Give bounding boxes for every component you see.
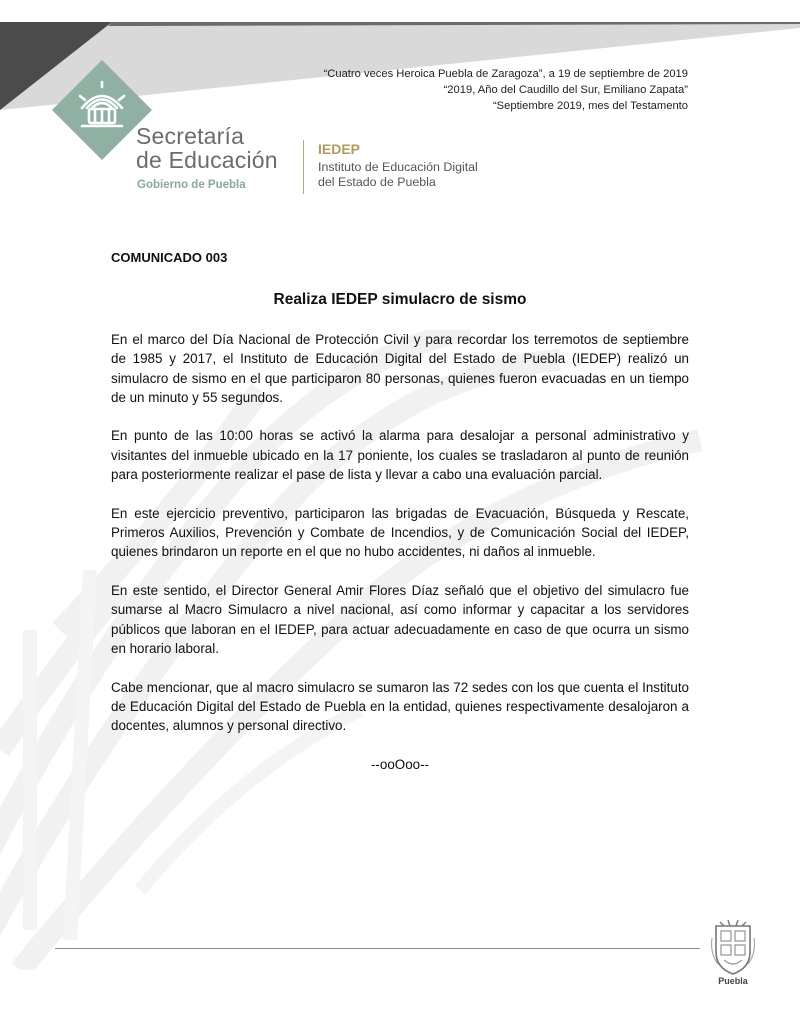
footer-divider <box>55 948 700 949</box>
paragraph: Cabe mencionar, que al macro simulacro se sumaron las 72 sedes con los que cuenta el Instituto de Educación Digital del Estado de Puebla en la entidad, quienes respectivamente desalojaron a docentes, alumnos y personal directivo. <box>111 679 689 734</box>
iedep-title: IEDEP <box>318 141 361 157</box>
comunicado-number: COMUNICADO 003 <box>111 250 228 265</box>
paragraph: En punto de las 10:00 horas se activó la alarma para desalojar a personal administrativo y visitantes del inmueble ubicado en la 17 poniente, los cuales se trasladaron al punto de reunión para posteriormente realizar el pase de lista y llevar a cabo una evaluación parcial. <box>111 428 689 483</box>
header-lines <box>324 66 688 114</box>
header-line-date: “Cuatro veces Heroica Puebla de Zaragoza”, a 19 de septiembre de 2019 <box>323 68 688 80</box>
gobierno-label: Gobierno de Puebla <box>137 179 246 191</box>
paragraph: En este ejercicio preventivo, participaron las brigadas de Evacuación, Búsqueda y Rescate, Primeros Auxilios, Prevención y Combate de Incendios, y de Comunicación Social del IEDEP, quienes brindaron un reporte en el que no hubo accidentes, ni daños al inmueble. <box>111 505 689 560</box>
iedep-line-2: del Estado de Puebla <box>318 175 436 189</box>
secretaria-title <box>136 124 278 172</box>
document-body <box>111 248 689 774</box>
puebla-seal-icon <box>710 918 756 976</box>
secretaria-line-1: Secretaría <box>136 123 245 149</box>
iedep-line-1: Instituto de Educación Digital <box>318 160 478 174</box>
document-title: Realiza IEDEP simulacro de sismo <box>273 291 527 309</box>
paragraph: En este sentido, el Director General Amir Flores Díaz señaló que el objetivo del simulacro fue sumarse al Macro Simulacro a nivel nacional, así como informar y capacitar a los servidores públicos que laboran en el IEDEP, para actuar adecuadamente en caso de que ocurra un sismo en horario laboral. <box>111 582 689 657</box>
logo-divider <box>303 140 304 194</box>
closing-mark: --ooOoo-- <box>370 756 430 772</box>
paragraph: En el marco del Día Nacional de Protección Civil y para recordar los terremotos de septiembre de 1985 y 2017, el Instituto de Educación Digital del Estado de Puebla (IEDEP) realizó un simulacro de sismo en el que participaron 80 personas, quienes fueron evacuadas en un tiempo de un minuto y 55 segundos. <box>111 331 689 406</box>
seal-label: Puebla <box>718 976 748 986</box>
secretaria-line-2: de Educación <box>136 147 278 173</box>
iedep-subtitle <box>318 160 478 190</box>
header-line-month: “Septiembre 2019, mes del Testamento <box>492 100 688 112</box>
header-line-year: “2019, Año del Caudillo del Sur, Emiliano Zapata” <box>443 84 688 96</box>
